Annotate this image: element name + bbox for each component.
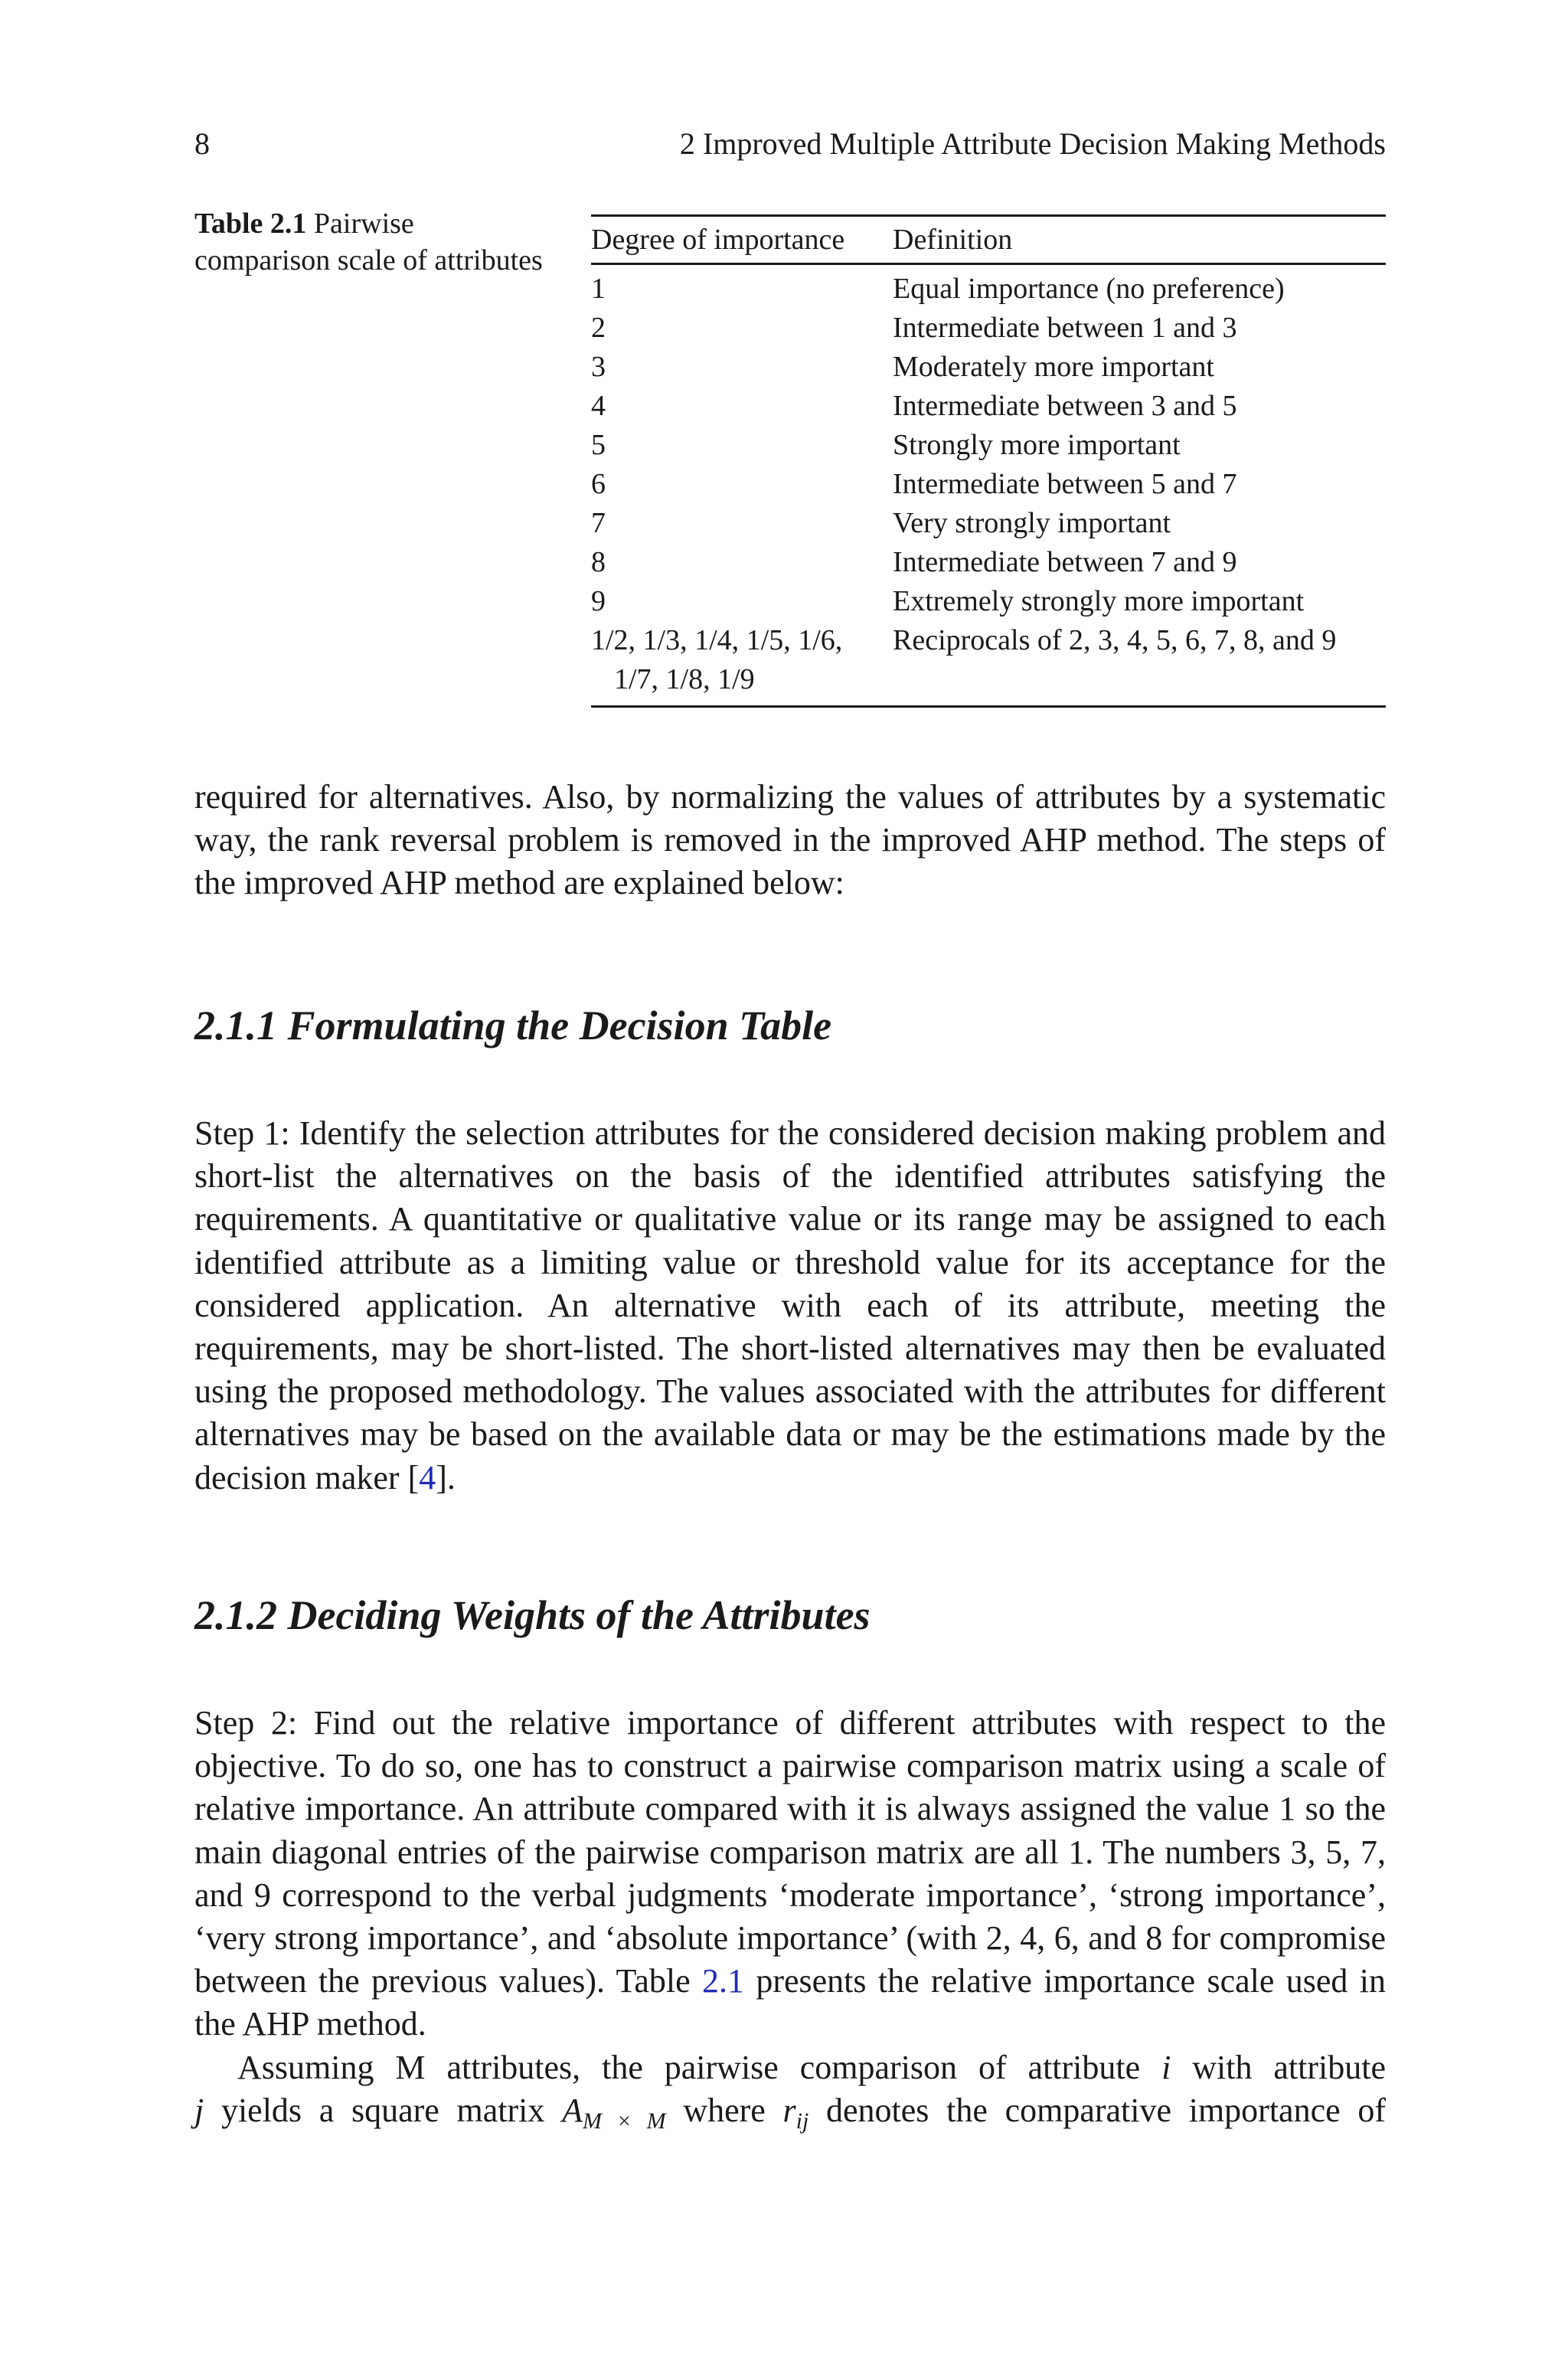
degree-cell: 7 — [591, 507, 606, 539]
section-1-paragraph — [194, 1112, 1386, 1500]
degree-cell: 1 — [591, 273, 606, 305]
definition-cell: Moderately more important — [893, 351, 1214, 383]
table-bottom-rule — [591, 705, 1386, 708]
variable-j: j — [194, 2091, 204, 2129]
running-head: 2 Improved Multiple Attribute Decision Making Methods — [679, 126, 1386, 161]
degree-cell: 3 — [591, 351, 606, 383]
section-2-paragraphs — [194, 1702, 1386, 2132]
assumption-text-a: Assuming M attributes, the pairwise comparison of attribute — [237, 2048, 1162, 2086]
table-row — [591, 582, 1386, 621]
table-caption-line2: comparison scale of attributes — [194, 244, 543, 276]
definition-cell: Reciprocals of 2, 3, 4, 5, 6, 7, 8, and 9 — [893, 624, 1337, 656]
step-1-paragraph — [194, 1112, 1386, 1500]
step-1-text-end: ]. — [436, 1458, 456, 1496]
table-row — [591, 270, 1386, 309]
table-row — [591, 543, 1386, 582]
r-subscript: ij — [795, 2108, 809, 2134]
column-header-degree: Degree of importance — [591, 224, 845, 256]
degree-cell — [591, 621, 893, 699]
assumption-line-2 — [194, 2089, 1386, 2132]
degree-cell: 4 — [591, 390, 606, 422]
degree-cell: 5 — [591, 429, 606, 461]
variable-r: r — [782, 2091, 796, 2129]
definition-cell: Strongly more important — [893, 429, 1181, 461]
intro-text: required for alternatives. Also, by normalizing the values of attributes by a systematic way, the rank reversal problem is removed in the improved AHP method. The steps of the improved AHP method are explained below: — [194, 778, 1386, 902]
table-row — [591, 348, 1386, 387]
section-heading-2-1-1: 2.1.1 Formulating the Decision Table — [194, 1003, 832, 1048]
step-1-text: Step 1: Identify the selection attributes for the considered decision making problem and short-list the alternatives on the basis of the identified attributes satisfying the requirements. A quantitative or qualitative value or its range may be assigned to each identified attribute as a limiting value or threshold value for its acceptance for the considered application. An alternative with each of its attribute, meeting the requirements, may be short-listed. The short-listed alternatives may then be evaluated using the proposed methodology. The values associated with the attributes for different alternatives may be based on the available data or may be the estimations made by the decision maker [ — [194, 1114, 1386, 1496]
degree-line-2: 1/7, 1/8, 1/9 — [614, 663, 755, 695]
assumption-line-1 — [194, 2046, 1386, 2089]
variable-i: i — [1161, 2048, 1171, 2086]
step-2-paragraph — [194, 1702, 1386, 2046]
degree-cell: 8 — [591, 546, 606, 578]
column-header-definition: Definition — [893, 224, 1013, 256]
table-row — [591, 387, 1386, 426]
definition-cell: Extremely strongly more important — [893, 585, 1305, 617]
table-row — [591, 309, 1386, 348]
step-2-text-end: presents the relative importance scale used in the AHP method. — [194, 1962, 1386, 2043]
table-header-row — [591, 217, 1386, 263]
matrix-subscript: M × M — [582, 2108, 666, 2134]
assumption-text-c: yields a square matrix — [204, 2091, 563, 2129]
definition-cell: Equal importance (no preference) — [893, 273, 1285, 305]
table-row — [591, 465, 1386, 504]
table-body — [591, 265, 1386, 699]
assumption-text-b: with attribute — [1171, 2048, 1386, 2086]
page-number: 8 — [194, 126, 210, 161]
step-2-text: Step 2: Find out the relative importance of different attributes with respect to the objective. To do so, one has to construct a pairwise comparison matrix using a scale of relative importance. An attribute compared with it is always assigned the value 1 so the main diagonal entries of the pairwise comparison matrix are all 1. The numbers 3, 5, 7, and 9 correspond to the verbal judgments ‘moderate importance’, ‘strong importance’, ‘very strong importance’, and ‘absolute importance’ (with 2, 4, 6, and 8 for compromise between the previous values). Table — [194, 1704, 1386, 2000]
pairwise-scale-table — [591, 214, 1386, 708]
degree-cell: 6 — [591, 468, 606, 500]
definition-cell: Very strongly important — [893, 507, 1171, 539]
table-row-reciprocals — [591, 621, 1386, 699]
table-label: Table 2.1 — [194, 208, 307, 240]
definition-cell: Intermediate between 1 and 3 — [893, 312, 1237, 344]
definition-cell: Intermediate between 3 and 5 — [893, 390, 1237, 422]
table-caption-line1: Pairwise — [313, 208, 414, 240]
assumption-text-e: denotes the comparative importance of — [808, 2091, 1386, 2129]
definition-cell: Intermediate between 7 and 9 — [893, 546, 1237, 578]
table-caption — [194, 205, 577, 279]
degree-cell: 2 — [591, 312, 606, 344]
page-header — [194, 123, 1386, 165]
definition-cell: Intermediate between 5 and 7 — [893, 468, 1237, 500]
table-row — [591, 426, 1386, 465]
table-row — [591, 504, 1386, 543]
table-reference-link[interactable]: 2.1 — [701, 1962, 744, 2000]
intro-paragraph — [194, 776, 1386, 905]
assumption-text-d: where — [665, 2091, 783, 2129]
degree-cell: 9 — [591, 585, 606, 617]
citation-link[interactable]: 4 — [419, 1458, 436, 1496]
degree-line-1: 1/2, 1/3, 1/4, 1/5, 1/6, — [591, 624, 843, 656]
matrix-symbol: A — [562, 2091, 583, 2129]
section-heading-2-1-2: 2.1.2 Deciding Weights of the Attributes — [194, 1592, 871, 1638]
